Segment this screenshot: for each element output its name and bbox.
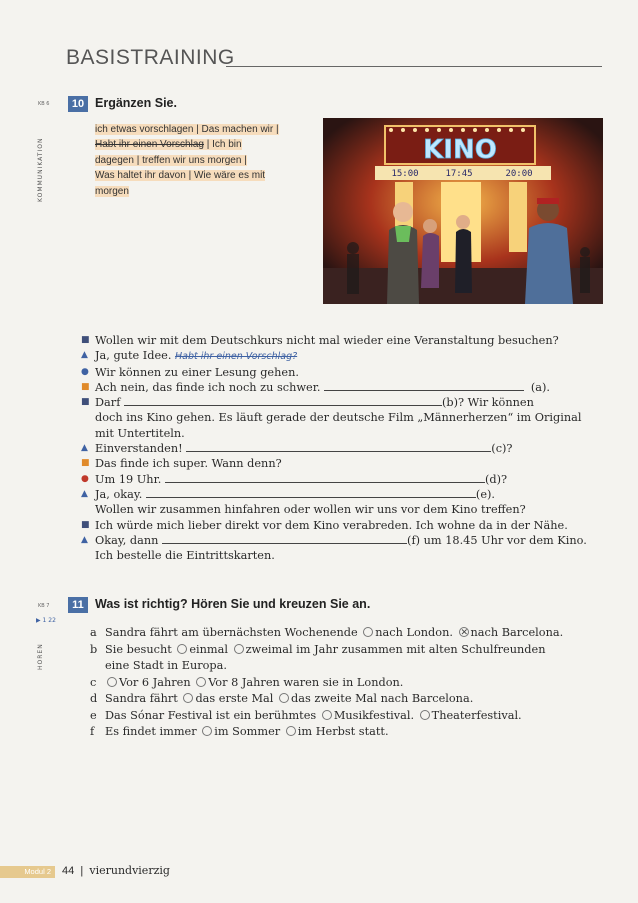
dialogue-line — [80, 518, 600, 533]
line-text: Wollen wir zusammen hinfahren oder wollen wir uns vor dem Kino treffen? — [95, 503, 526, 517]
line-marker: ■ — [81, 381, 90, 392]
gap-label: (a). — [530, 380, 550, 394]
option-text: Vor 8 Jahren waren sie in London. — [208, 675, 404, 689]
task-item-a — [90, 625, 610, 642]
checkbox-option-1[interactable] — [363, 627, 373, 637]
checkbox-option-2[interactable] — [279, 693, 289, 703]
phrase-box — [95, 122, 317, 199]
task-letter: a — [90, 626, 97, 639]
phrase-struck: Habt ihr einen Vorschlag — [95, 139, 204, 151]
option-text: zweimal im Jahr zusammen mit alten Schulfreunden — [245, 642, 546, 656]
gap-label: (c)? — [491, 442, 513, 456]
line-text: mit Untertiteln. — [95, 426, 185, 440]
checkbox-option-1[interactable] — [107, 677, 117, 687]
kb-ref-10: KB 6 — [38, 101, 50, 107]
line-text: doch ins Kino gehen. Es läuft gerade der deutsche Film „Männerherzen“ im Original — [95, 411, 582, 425]
phrase-4: Was haltet ihr davon | Wie wäre es mit — [95, 170, 266, 182]
option-text: das erste Mal — [195, 692, 274, 705]
option-text: Vor 6 Jahren — [119, 675, 191, 689]
task-letter: c — [90, 675, 97, 689]
option-text: nach Barcelona. — [470, 626, 564, 639]
line-text: Ich bestelle die Eintrittskarten. — [95, 549, 275, 563]
line-marker: ▲ — [81, 534, 88, 545]
audio-track[interactable]: ▶ 1 22 — [36, 617, 56, 624]
task-letter: d — [90, 692, 98, 705]
task-text: Sandra fährt am übernächsten Wochenende — [105, 626, 358, 639]
showtime-3: 20:00 — [505, 169, 533, 179]
line-marker: ▲ — [81, 350, 88, 361]
answer-gap-a[interactable] — [324, 380, 524, 391]
line-marker: ■ — [81, 458, 90, 469]
checkbox-option-2[interactable] — [420, 710, 430, 720]
exercise-title-10: Ergänzen Sie. — [95, 96, 177, 110]
task-text: Es findet immer — [105, 725, 197, 738]
phrase-1: ich etwas vorschlagen | Das machen wir | — [95, 124, 279, 135]
kino-sign: KINO — [423, 135, 497, 165]
handwritten-answer: Habt ihr einen Vorschlag? — [175, 351, 298, 363]
checkbox-option-1[interactable] — [177, 644, 187, 654]
line-text: Ich würde mich lieber direkt vor dem Kino verabreden. Ich wohne da in der Nähe. — [95, 518, 568, 532]
page-number — [62, 864, 170, 877]
dialogue-line — [80, 502, 600, 517]
line-text: Einverstanden! — [95, 442, 183, 456]
task-item-d — [90, 691, 610, 708]
page-number-word: vierundvierzig — [89, 864, 170, 877]
gap-label: (b)? Wir können — [441, 396, 534, 410]
bleed-through-text — [330, 100, 333, 110]
dialogue-line — [80, 548, 600, 563]
option-text: Musikfestival. — [333, 708, 415, 722]
dialogue-line — [80, 410, 600, 425]
dialogue-line — [80, 441, 600, 456]
showtime-1: 15:00 — [391, 169, 419, 179]
line-text: Um 19 Uhr. — [95, 472, 162, 486]
task-item-f — [90, 724, 610, 741]
answer-gap-c[interactable] — [186, 441, 491, 452]
task-item-b — [90, 642, 610, 659]
page-footer — [0, 864, 300, 880]
task-item-b-cont — [90, 658, 610, 675]
dialogue-line — [80, 380, 600, 395]
checkbox-option-2[interactable] — [234, 644, 244, 654]
gap-label: (e). — [475, 487, 495, 501]
page-separator: | — [77, 865, 87, 877]
line-text: Ja, gute Idee. — [95, 349, 172, 363]
task-text: Sandra fährt — [105, 692, 178, 705]
phrase-2: | Ich bin — [203, 139, 242, 151]
showtime-2: 17:45 — [445, 169, 473, 179]
dialogue-line — [80, 395, 600, 410]
task-text: Sie besucht — [105, 642, 172, 656]
line-text: Wir können zu einer Lesung gehen. — [95, 365, 299, 379]
answer-gap-f[interactable] — [162, 533, 407, 544]
task-text: Das Sónar Festival ist ein berühmtes — [105, 708, 317, 722]
task-item-e — [90, 708, 610, 725]
exercise-title-11: Was ist richtig? Hören Sie und kreuzen Sie an. — [95, 597, 371, 611]
side-label-hoeren: HÖREN — [37, 643, 44, 670]
exercise-number-10: 10 — [68, 96, 88, 112]
option-text: nach London. — [375, 626, 453, 639]
dialogue-exercise-10 — [80, 333, 600, 563]
checkbox-option-2-checked[interactable] — [459, 627, 469, 637]
line-marker: ▲ — [81, 443, 88, 454]
exercise-11-items — [90, 625, 610, 741]
line-marker: ■ — [81, 519, 90, 530]
dialogue-line — [80, 533, 600, 548]
page-number-digits: 44 — [62, 865, 75, 877]
line-marker: ● — [81, 366, 89, 377]
heading-rule — [226, 66, 602, 67]
line-text: Das finde ich super. Wann denn? — [95, 457, 282, 471]
task-text: eine Stadt in Europa. — [105, 659, 227, 672]
task-letter: b — [90, 642, 98, 656]
checkbox-option-2[interactable] — [286, 726, 296, 736]
gap-label: (f) um 18.45 Uhr vor dem Kino. — [407, 533, 587, 547]
dialogue-line — [80, 456, 600, 471]
dialogue-line — [80, 487, 600, 502]
modul-tab: Modul 2 — [0, 866, 55, 878]
dialogue-line — [80, 333, 600, 348]
answer-gap-d[interactable] — [165, 472, 485, 483]
section-title: BASISTRAINING — [66, 46, 235, 69]
checkbox-option-1[interactable] — [183, 693, 193, 703]
checkbox-option-1[interactable] — [202, 726, 212, 736]
answer-gap-b[interactable] — [124, 395, 442, 406]
exercise-number-11: 11 — [68, 597, 88, 613]
task-item-c — [90, 675, 610, 692]
side-label-kommunikation: KOMMUNIKATION — [37, 137, 44, 202]
task-letter: f — [90, 725, 95, 738]
option-text: einmal — [189, 642, 228, 656]
answer-gap-e[interactable] — [146, 487, 476, 498]
dialogue-line — [80, 426, 600, 441]
cinema-illustration — [323, 118, 603, 304]
checkbox-option-2[interactable] — [196, 677, 206, 687]
task-letter: e — [90, 708, 97, 722]
dialogue-line — [80, 348, 600, 364]
checkbox-option-1[interactable] — [322, 710, 332, 720]
option-text: das zweite Mal nach Barcelona. — [291, 692, 474, 705]
line-text: Okay, dann — [95, 533, 159, 547]
dialogue-line — [80, 472, 600, 487]
phrase-5: morgen — [95, 185, 129, 197]
line-marker: ■ — [81, 335, 90, 345]
option-text: Theaterfestival. — [431, 708, 522, 722]
kb-ref-11: KB 7 — [38, 603, 50, 609]
line-marker: ● — [81, 473, 89, 484]
dialogue-line — [80, 365, 600, 380]
cinema-scene — [323, 118, 603, 304]
option-text: im Sommer — [214, 725, 281, 738]
line-text: Darf — [95, 396, 121, 410]
option-text: im Herbst statt. — [297, 725, 389, 738]
line-marker: ■ — [81, 397, 90, 408]
line-marker: ▲ — [81, 488, 88, 499]
line-text: Ja, okay. — [95, 487, 143, 501]
section-heading — [66, 46, 602, 72]
line-text: Wollen wir mit dem Deutschkurs nicht mal wieder eine Veranstaltung besuchen? — [95, 334, 559, 347]
line-text: Ach nein, das finde ich noch zu schwer. — [95, 380, 321, 394]
gap-label: (d)? — [484, 472, 508, 486]
phrase-3: dagegen | treffen wir uns morgen | — [95, 154, 247, 166]
